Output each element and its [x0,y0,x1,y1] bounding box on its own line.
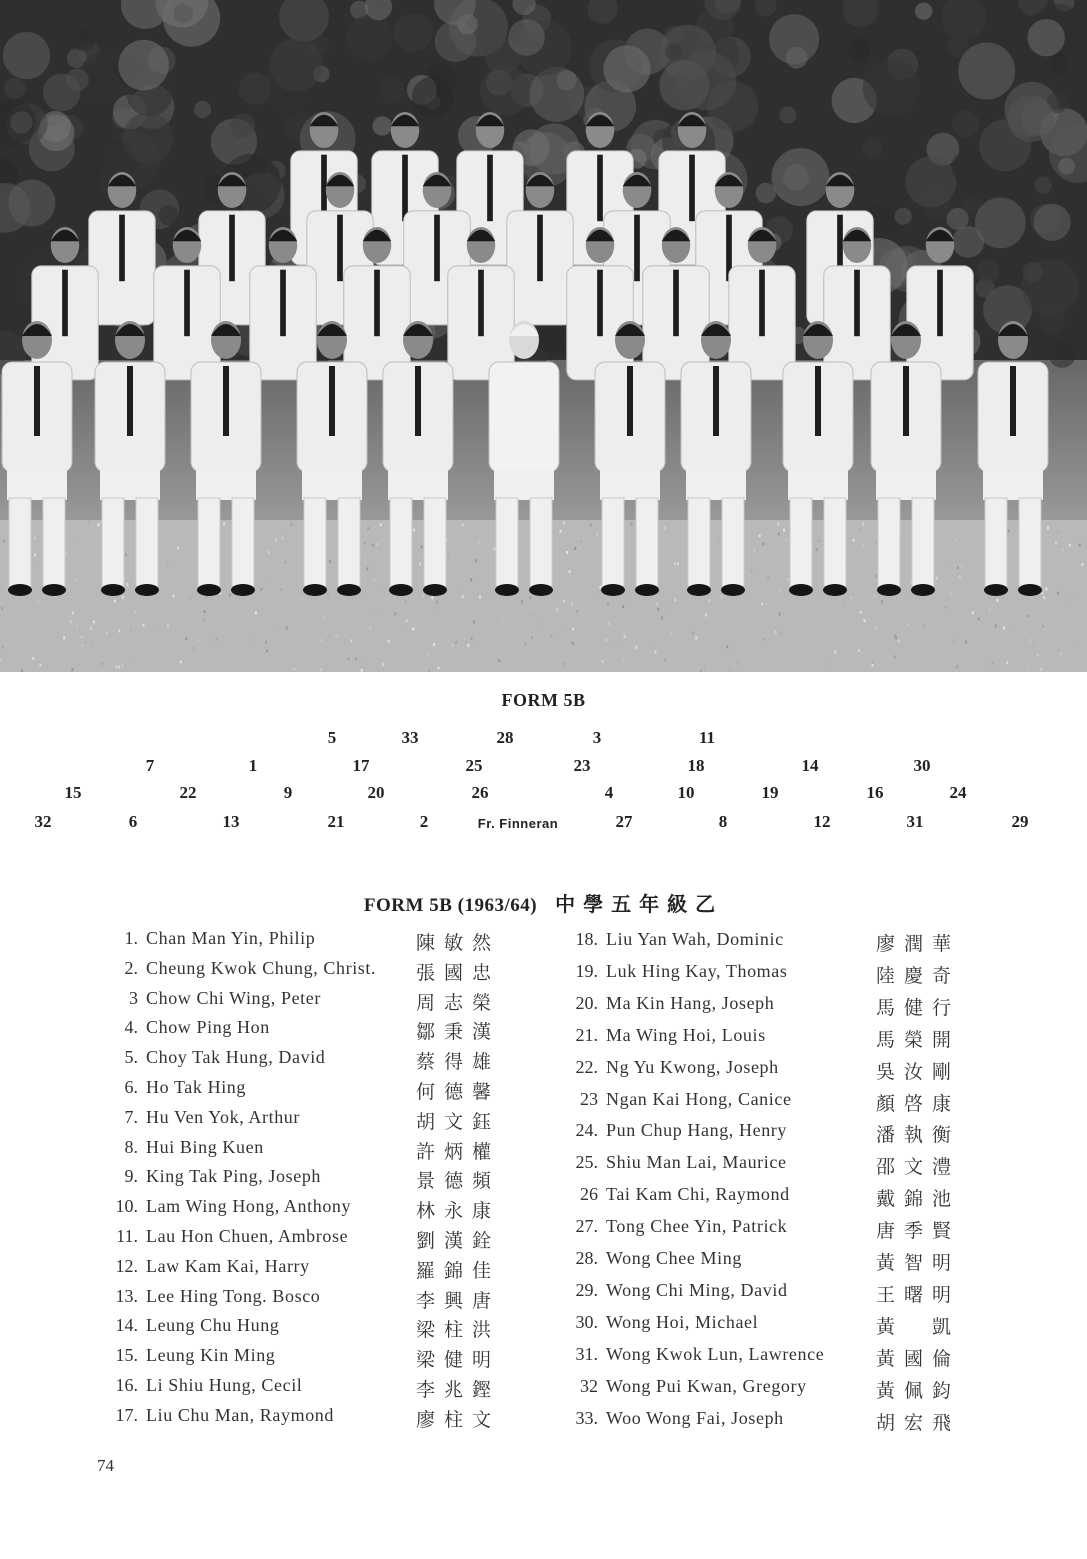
roster-name: Lee Hing Tong. Bosco [146,1285,321,1306]
roster-name: Chan Man Yin, Philip [146,928,316,948]
roster-number: 33. [575,1407,598,1428]
roster-entry [572,1312,986,1342]
roster-name: Wong Pui Kwan, Gregory [606,1375,807,1396]
roster-chinese-name: 胡宏飛 [876,1411,961,1434]
roster-chinese-name: 梁柱洪 [416,1319,501,1342]
roster-chinese-name: 廖柱文 [416,1408,501,1431]
roster-number: 2. [124,957,138,978]
roster-chinese-name: 潘執衡 [876,1124,961,1147]
key-number: 9 [283,783,293,802]
roster-number: 31. [575,1343,598,1364]
roster-chinese-name: 馬健行 [876,996,961,1019]
roster-number: 13. [115,1285,138,1306]
roster-entry [112,1256,526,1286]
roster-name: Wong Hoi, Michael [606,1311,759,1332]
key-number: 8 [718,812,728,831]
roster-number: 24. [575,1120,598,1141]
roster-name: Shiu Man Lai, Maurice [606,1152,787,1173]
roster-chinese-name: 陳敏然 [416,932,501,954]
roster-entry [112,1137,526,1167]
roster-entry [112,1017,526,1047]
roster-entry [112,958,526,988]
key-number: 2 [419,812,429,831]
roster-name: Wong Kwok Lun, Lawrence [606,1343,825,1364]
roster-entry [112,928,526,958]
roster-name: Pun Chup Hang, Henry [606,1120,787,1141]
key-number: 5 [327,728,337,747]
key-number: 32 [34,812,52,831]
roster-name: Hu Ven Yok, Arthur [146,1106,300,1127]
roster-entry [572,1089,986,1119]
roster-number: 22. [575,1056,598,1077]
roster-name: Ma Kin Hang, Joseph [606,992,775,1013]
key-number: 7 [145,756,155,775]
roster-entry [112,1047,526,1077]
roster-name: Leung Kin Ming [146,1345,276,1366]
roster-entry [112,1226,526,1256]
roster-entry [572,1025,986,1055]
roster-number: 10. [115,1196,138,1217]
key-number: 10 [677,783,695,802]
key-number: 18 [687,756,705,775]
roster-entry [112,1107,526,1137]
key-number: 27 [615,812,633,831]
page-number: 74 [97,1456,114,1475]
roster-title-en: FORM 5B (1963/64) [363,895,538,916]
roster-number: 3 [129,987,138,1008]
roster-name: Wong Chi Ming, David [606,1279,788,1300]
roster-entry [572,929,986,959]
key-label-fr-finneran: Fr. Finneran [477,816,559,831]
key-number: 24 [949,783,967,802]
roster-name: Liu Chu Man, Raymond [146,1404,334,1425]
roster-chinese-name: 梁健明 [416,1349,501,1372]
class-photo-illustration [0,0,1087,672]
roster-number: 32 [580,1375,598,1396]
photo-caption: FORM 5B [501,690,586,710]
roster-name: Law Kam Kai, Harry [146,1255,310,1276]
roster-name: Li Shiu Hung, Cecil [146,1375,303,1395]
key-number: 1 [248,756,258,775]
roster-chinese-name: 周志榮 [416,991,501,1014]
roster-entry [112,1196,526,1226]
roster-number: 28. [575,1248,598,1268]
key-number: 30 [913,756,931,775]
roster-entry [112,1405,526,1435]
roster-name: Hui Bing Kuen [146,1136,264,1157]
roster-entry [572,1152,986,1182]
roster-number: 21. [575,1024,598,1045]
roster-chinese-name: 黃國倫 [876,1347,961,1370]
roster-number: 26 [580,1184,598,1205]
roster-chinese-name: 許炳權 [416,1140,501,1163]
key-number: 29 [1011,812,1029,831]
roster-chinese-name: 羅錦佳 [416,1259,501,1282]
roster-chinese-name: 戴錦池 [876,1188,961,1211]
roster-chinese-name: 顏啓康 [876,1092,961,1115]
roster-name: Leung Chu Hung [146,1315,280,1336]
roster-name: Liu Yan Wah, Dominic [606,929,784,949]
roster-number: 23 [580,1088,598,1109]
roster-number: 30. [575,1311,598,1332]
roster-entry [572,1248,986,1278]
roster-entry [572,1184,986,1214]
roster-chinese-name: 邵文澧 [876,1156,961,1179]
key-number: 11 [698,728,716,747]
roster-chinese-name: 鄒秉漢 [416,1021,501,1044]
roster-name: Ng Yu Kwong, Joseph [606,1056,779,1077]
key-number: 28 [496,728,514,747]
roster-name: Wong Chee Ming [606,1248,742,1268]
roster-number: 8. [124,1136,138,1157]
roster-name: Luk Hing Kay, Thomas [606,960,788,981]
roster-chinese-name: 張國忠 [416,961,501,984]
roster-entry [112,1166,526,1196]
key-number: 16 [866,783,884,802]
roster-number: 19. [575,960,598,981]
roster-name: Ho Tak Hing [146,1077,247,1097]
roster-number: 27. [575,1216,598,1237]
roster-chinese-name: 胡文鈺 [416,1110,501,1133]
roster-name: King Tak Ping, Joseph [146,1166,322,1187]
roster-number: 16. [115,1375,138,1395]
roster-number: 9. [124,1166,138,1187]
roster-name: Choy Tak Hung, David [146,1047,326,1068]
roster-name: Chow Chi Wing, Peter [146,987,321,1008]
roster-number: 1. [124,928,138,948]
roster-entry [112,1077,526,1107]
roster-chinese-name: 王曙明 [876,1283,961,1306]
roster-number: 29. [575,1279,598,1300]
key-number: 17 [352,756,370,775]
roster-name: Tai Kam Chi, Raymond [606,1184,790,1205]
key-number: 6 [128,812,138,831]
roster-chinese-name: 馬榮開 [876,1028,961,1051]
roster-chinese-name: 何德馨 [416,1081,501,1103]
roster-name: Ma Wing Hoi, Louis [606,1024,766,1045]
roster-number: 5. [124,1047,138,1068]
roster-number: 25. [575,1152,598,1173]
roster-entry [572,961,986,991]
roster-chinese-name: 黃智明 [876,1252,961,1274]
key-number: 13 [222,812,240,831]
roster-chinese-name: 廖潤華 [876,933,961,955]
key-number: 33 [401,728,419,747]
roster-entry [572,1376,986,1406]
roster-chinese-name: 唐季賢 [876,1220,961,1243]
roster-number: 14. [115,1315,138,1336]
key-number: 22 [179,783,197,802]
key-number: 15 [64,783,82,802]
roster-name: Tong Chee Yin, Patrick [606,1216,788,1237]
key-number: 12 [813,812,831,831]
roster-chinese-name: 劉漢銓 [416,1230,501,1252]
roster-entry [572,1408,986,1438]
roster-entry [112,1345,526,1375]
roster-name: Chow Ping Hon [146,1017,270,1038]
roster-chinese-name: 蔡得雄 [416,1051,501,1074]
roster-title [0,888,1087,917]
key-number: 19 [761,783,779,802]
key-number: 14 [801,756,819,775]
roster-entry [572,1120,986,1150]
roster-number: 7. [124,1106,138,1127]
class-photo [0,0,1087,672]
roster-entry [572,993,986,1023]
roster-title-zh: 中學五年級乙 [555,892,724,916]
roster-chinese-name: 陸慶奇 [876,964,961,987]
roster-number: 11. [116,1226,138,1246]
roster-entry [112,1315,526,1345]
roster-chinese-name: 林永康 [416,1200,501,1223]
roster-number: 12. [115,1255,138,1276]
roster-name: Lam Wing Hong, Anthony [146,1196,352,1217]
key-number: 26 [471,783,489,802]
roster-chinese-name: 李兆鏗 [416,1379,501,1401]
key-number: 3 [592,728,602,747]
key-number: 4 [604,783,614,802]
key-number: 25 [465,756,483,775]
roster-chinese-name: 景德頻 [416,1170,501,1193]
roster-entry [572,1216,986,1246]
key-number: 20 [367,783,385,802]
roster-chinese-name: 黃 凱 [876,1315,961,1338]
roster-entry [572,1344,986,1374]
key-number: 23 [573,756,591,775]
roster-chinese-name: 李興唐 [416,1289,501,1312]
roster-entry [112,1375,526,1405]
roster-name: Ngan Kai Hong, Canice [606,1088,792,1109]
roster-number: 17. [115,1404,138,1425]
roster-number: 6. [124,1077,138,1097]
roster-chinese-name: 黃佩鈞 [876,1379,961,1402]
roster-entry [112,988,526,1018]
key-number: 21 [327,812,345,831]
roster-entry [112,1286,526,1316]
roster-entry [572,1057,986,1087]
roster-name: Lau Hon Chuen, Ambrose [146,1226,349,1246]
key-number: 31 [906,812,924,831]
roster-entry [572,1280,986,1310]
roster-number: 20. [575,992,598,1013]
roster-number: 18. [575,929,598,949]
roster-number: 4. [124,1017,138,1038]
roster-name: Woo Wong Fai, Joseph [606,1407,784,1428]
roster-number: 15. [115,1345,138,1366]
roster-name: Cheung Kwok Chung, Christ. [146,957,377,978]
roster-chinese-name: 吳汝剛 [876,1060,961,1083]
